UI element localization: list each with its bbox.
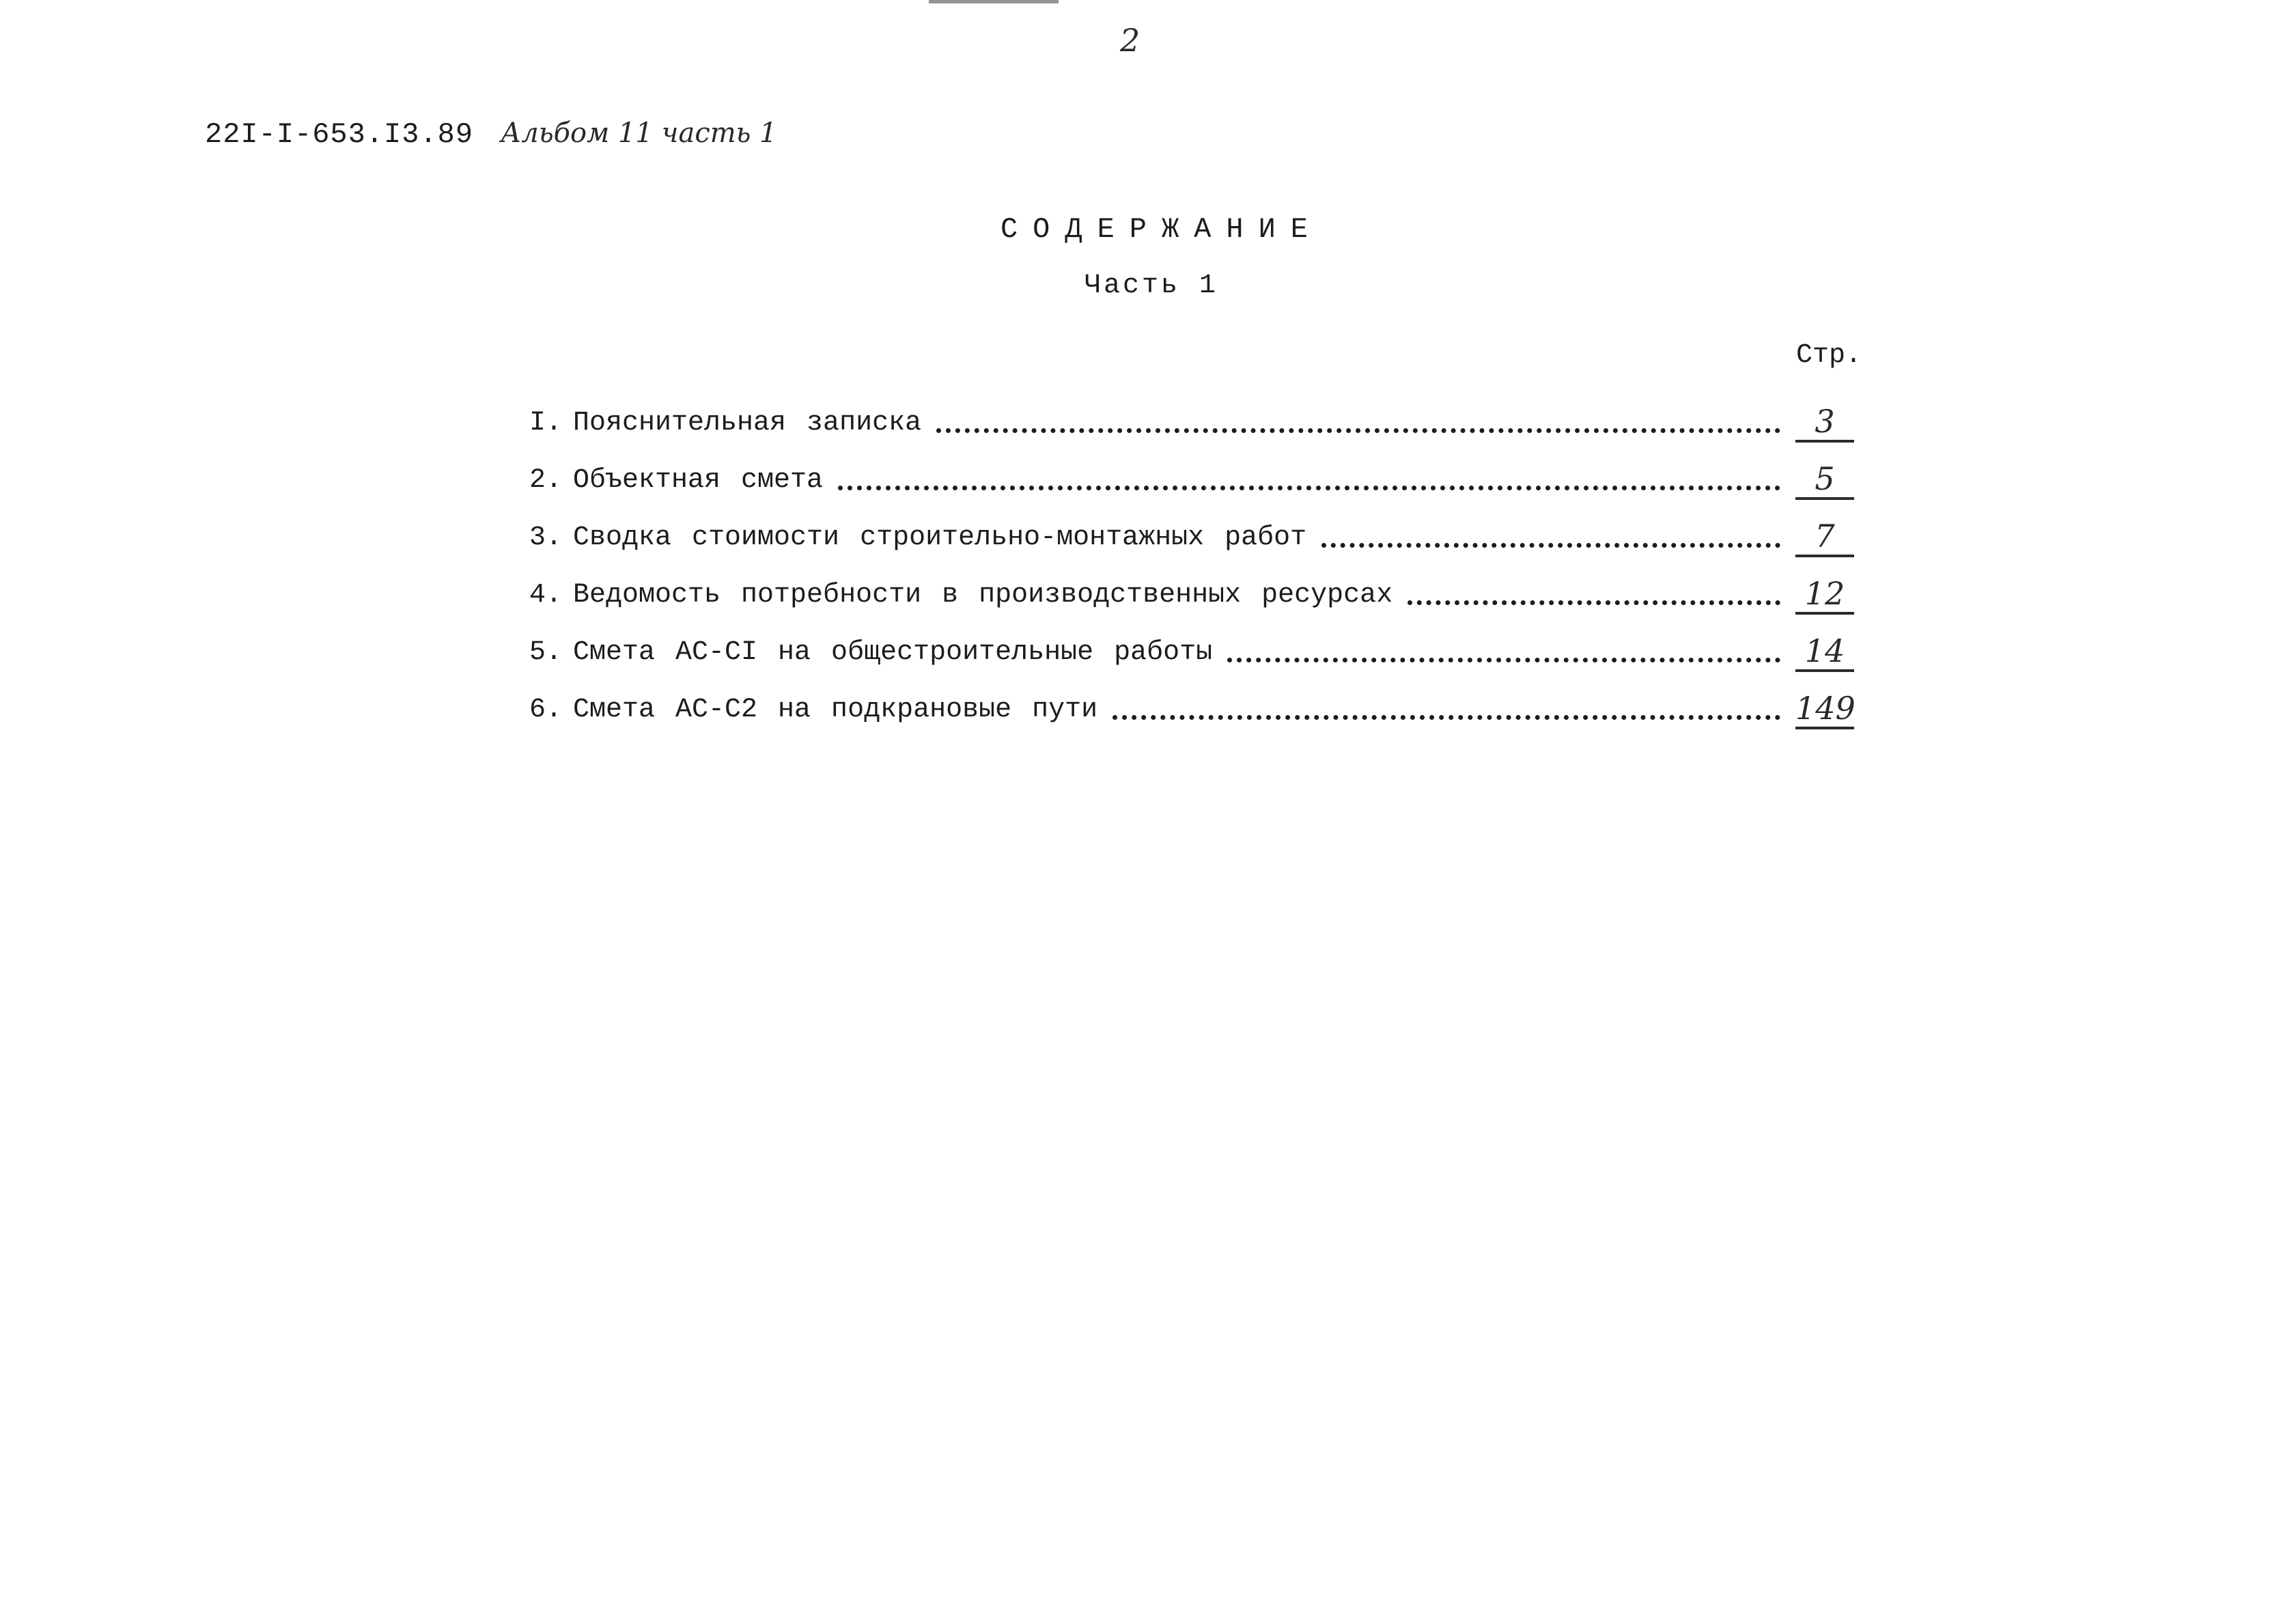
dot-leader — [936, 428, 1780, 433]
page-subtitle: Часть 1 — [1084, 270, 1219, 301]
toc-item-number: 2. — [529, 465, 563, 496]
toc-item — [529, 382, 1854, 440]
page-title: СОДЕРЖАНИЕ — [1000, 213, 1324, 246]
toc-item-title: Смета АС-С2 на подкрановые пути — [573, 695, 1098, 725]
scan-artifact — [929, 0, 1059, 3]
toc-item-page: 149 — [1795, 691, 1854, 729]
toc-item — [529, 497, 1854, 555]
toc-item-title: Смета АС-СI на общестроительные работы — [573, 637, 1213, 668]
document-code: 22I-I-653.I3.89 — [205, 118, 474, 151]
table-of-contents — [529, 382, 1854, 727]
toc-item-title: Пояснительная записка — [573, 408, 922, 438]
toc-item-page: 12 — [1795, 576, 1854, 615]
page-column-header: Стр. — [1796, 340, 1862, 371]
document-header — [205, 117, 777, 151]
toc-item-number: 3. — [529, 522, 563, 553]
page-number: 2 — [1120, 22, 1140, 59]
toc-item — [529, 555, 1854, 612]
dot-leader — [1112, 715, 1780, 720]
toc-item-page: 14 — [1795, 634, 1854, 672]
toc-item — [529, 612, 1854, 669]
dot-leader — [1408, 600, 1780, 605]
toc-item-number: I. — [529, 408, 563, 438]
dot-leader — [1227, 658, 1780, 662]
toc-item-page: 5 — [1795, 462, 1854, 500]
toc-item-number: 5. — [529, 637, 563, 668]
toc-item-title: Объектная смета — [573, 465, 824, 496]
toc-item-page: 7 — [1795, 519, 1854, 557]
album-note: Альбом 11 часть 1 — [501, 117, 777, 149]
toc-item-page: 3 — [1795, 404, 1854, 443]
toc-item — [529, 669, 1854, 727]
toc-item-number: 4. — [529, 580, 563, 611]
toc-item-number: 6. — [529, 695, 563, 725]
toc-item-title: Сводка стоимости строительно-монтажных работ — [573, 522, 1307, 553]
toc-item — [529, 440, 1854, 497]
dot-leader — [838, 486, 1780, 490]
dot-leader — [1321, 543, 1780, 548]
toc-item-title: Ведомость потребности в производственных ресурсах — [573, 580, 1393, 611]
